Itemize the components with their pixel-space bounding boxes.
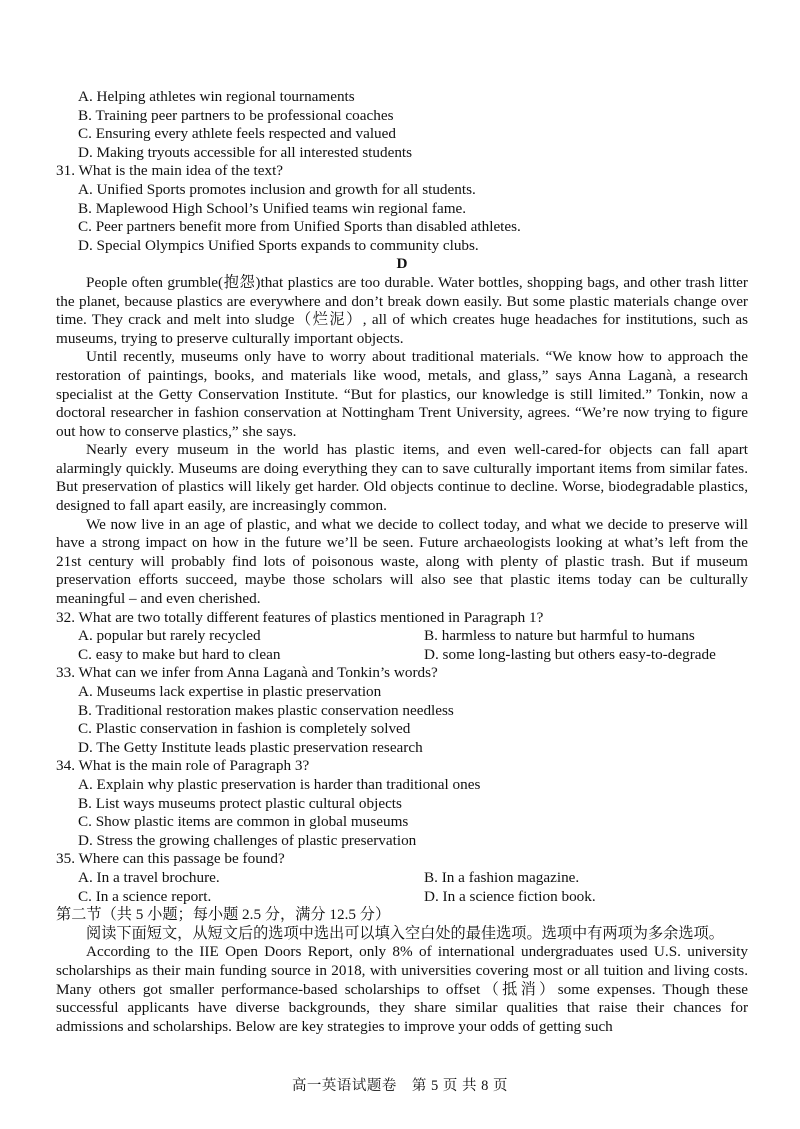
option-c: C. In a science report. bbox=[78, 887, 212, 905]
page-footer: 高一英语试题卷 第 5 页 共 8 页 bbox=[291, 1078, 509, 1094]
question-34 bbox=[56, 757, 748, 850]
option-line: B. Maplewood High School’s Unified teams win regional fame. bbox=[78, 199, 467, 217]
passage-paragraph-2: Until recently, museums only have to worry about traditional materials. “We know how to approach the restoration of paintings, books, and materials like wood, metals, and glass,” says Anna Laganà, a research specialist at the Getty Conservation Institute. “But for plastics, our knowledge is still limited.” Tonkin, now a doctoral researcher in fashion conservation at Nottingham Trent University, agrees. “We’re now trying to figure out how to conserve plastics,” she says. bbox=[56, 348, 748, 440]
option-row bbox=[56, 888, 748, 907]
section-2-heading: 第二节（共 5 小题；每小题 2.5 分，满分 12.5 分） bbox=[56, 906, 391, 924]
option-line: A. Explain why plastic preservation is harder than traditional ones bbox=[78, 775, 481, 793]
question-31 bbox=[56, 162, 748, 255]
option-line: C. Ensuring every athlete feels respected and valued bbox=[78, 125, 396, 143]
passage-paragraph-1: People often grumble(抱怨)that plastics are too durable. Water bottles, shopping bags, and other trash litter the planet, because plastics are everywhere and don’t break down easily. But some plastic materials change over time. They crack and melt into sludge（烂泥）, all of which creates huge headaches for institutions, such as museums, trying to preserve culturally important objects. bbox=[56, 273, 748, 347]
question-stem: 35. Where can this passage be found? bbox=[56, 850, 285, 868]
option-row bbox=[56, 869, 748, 888]
option-line: B. Training peer partners to be professional coaches bbox=[78, 106, 394, 124]
option-d: D. In a science fiction book. bbox=[424, 887, 596, 905]
option-b: B. In a fashion magazine. bbox=[424, 868, 580, 886]
option-row bbox=[56, 627, 748, 646]
section-2-instruction: 阅读下面短文，从短文后的选项中选出可以填入空白处的最佳选项。选项中有两项为多余选项。 bbox=[86, 924, 724, 942]
option-line: C. Peer partners benefit more from Unified Sports than disabled athletes. bbox=[78, 218, 521, 236]
option-line: D. Stress the growing challenges of plastic preservation bbox=[78, 831, 417, 849]
section-2-paragraph: According to the IIE Open Doors Report, only 8% of international undergraduates used U.S. university scholarships as their main funding source in 2018, with universities covering most or all tuition and living costs. Many others got smaller performance-based scholarships to offset（抵消）some expenses. Though these successful applicants have diverse backgrounds, they share similar qualities that raise their chances for admissions and scholarships. Below are key strategies to improve your odds of getting such bbox=[56, 943, 748, 1035]
question-stem: 32. What are two totally different features of plastics mentioned in Paragraph 1? bbox=[56, 608, 544, 626]
option-line: B. List ways museums protect plastic cultural objects bbox=[78, 794, 402, 812]
option-line: A. Helping athletes win regional tournaments bbox=[78, 88, 355, 105]
option-line: C. Show plastic items are common in global museums bbox=[78, 813, 409, 831]
passage-paragraph-4: We now live in an age of plastic, and what we decide to collect today, and what we decide to preserve will have a strong impact on how in the future we’ll be seen. Future archaeologists looking at what’s left from the 21st century will probably find lots of poisonous waste, along with plenty of plastic trash. But if museum preservation efforts succeed, maybe those scholars will also see that plastic items today can be culturally meaningful – and even cherished. bbox=[56, 515, 748, 608]
question-33 bbox=[56, 664, 748, 757]
option-line: D. Special Olympics Unified Sports expands to community clubs. bbox=[78, 236, 479, 254]
q30-options bbox=[56, 88, 748, 162]
option-line: B. Traditional restoration makes plastic conservation needless bbox=[78, 701, 454, 719]
section-2 bbox=[56, 906, 748, 1036]
option-line: D. The Getty Institute leads plastic preservation research bbox=[78, 738, 423, 756]
question-stem: 31. What is the main idea of the text? bbox=[56, 162, 284, 180]
question-stem: 33. What can we infer from Anna Laganà and Tonkin’s words? bbox=[56, 664, 438, 682]
option-line: A. Unified Sports promotes inclusion and growth for all students. bbox=[78, 180, 476, 198]
option-line: A. Museums lack expertise in plastic preservation bbox=[78, 683, 382, 700]
option-b: B. harmless to nature but harmful to humans bbox=[424, 627, 695, 645]
passage-d bbox=[56, 274, 748, 609]
option-line: C. Plastic conservation in fashion is completely solved bbox=[78, 720, 411, 738]
option-row bbox=[56, 646, 748, 665]
option-a: A. popular but rarely recycled bbox=[78, 627, 261, 645]
option-a: A. In a travel brochure. bbox=[78, 868, 220, 886]
option-d: D. some long-lasting but others easy-to-degrade bbox=[424, 645, 716, 663]
question-35 bbox=[56, 850, 748, 906]
question-stem: 34. What is the main role of Paragraph 3? bbox=[56, 757, 310, 775]
question-32 bbox=[56, 609, 748, 665]
option-line: D. Making tryouts accessible for all interested students bbox=[78, 143, 413, 161]
option-c: C. easy to make but hard to clean bbox=[78, 645, 281, 663]
section-d-label: D bbox=[396, 255, 408, 273]
passage-paragraph-3: Nearly every museum in the world has plastic items, and even well-cared-for objects can fall apart alarmingly quickly. Museums are doing everything they can to save culturally important items from similar fates. But preservation of plastics will likely get harder. Old objects continue to decline. Worse, biodegradable plastics, designed to fall apart easily, are increasingly common. bbox=[56, 441, 748, 515]
